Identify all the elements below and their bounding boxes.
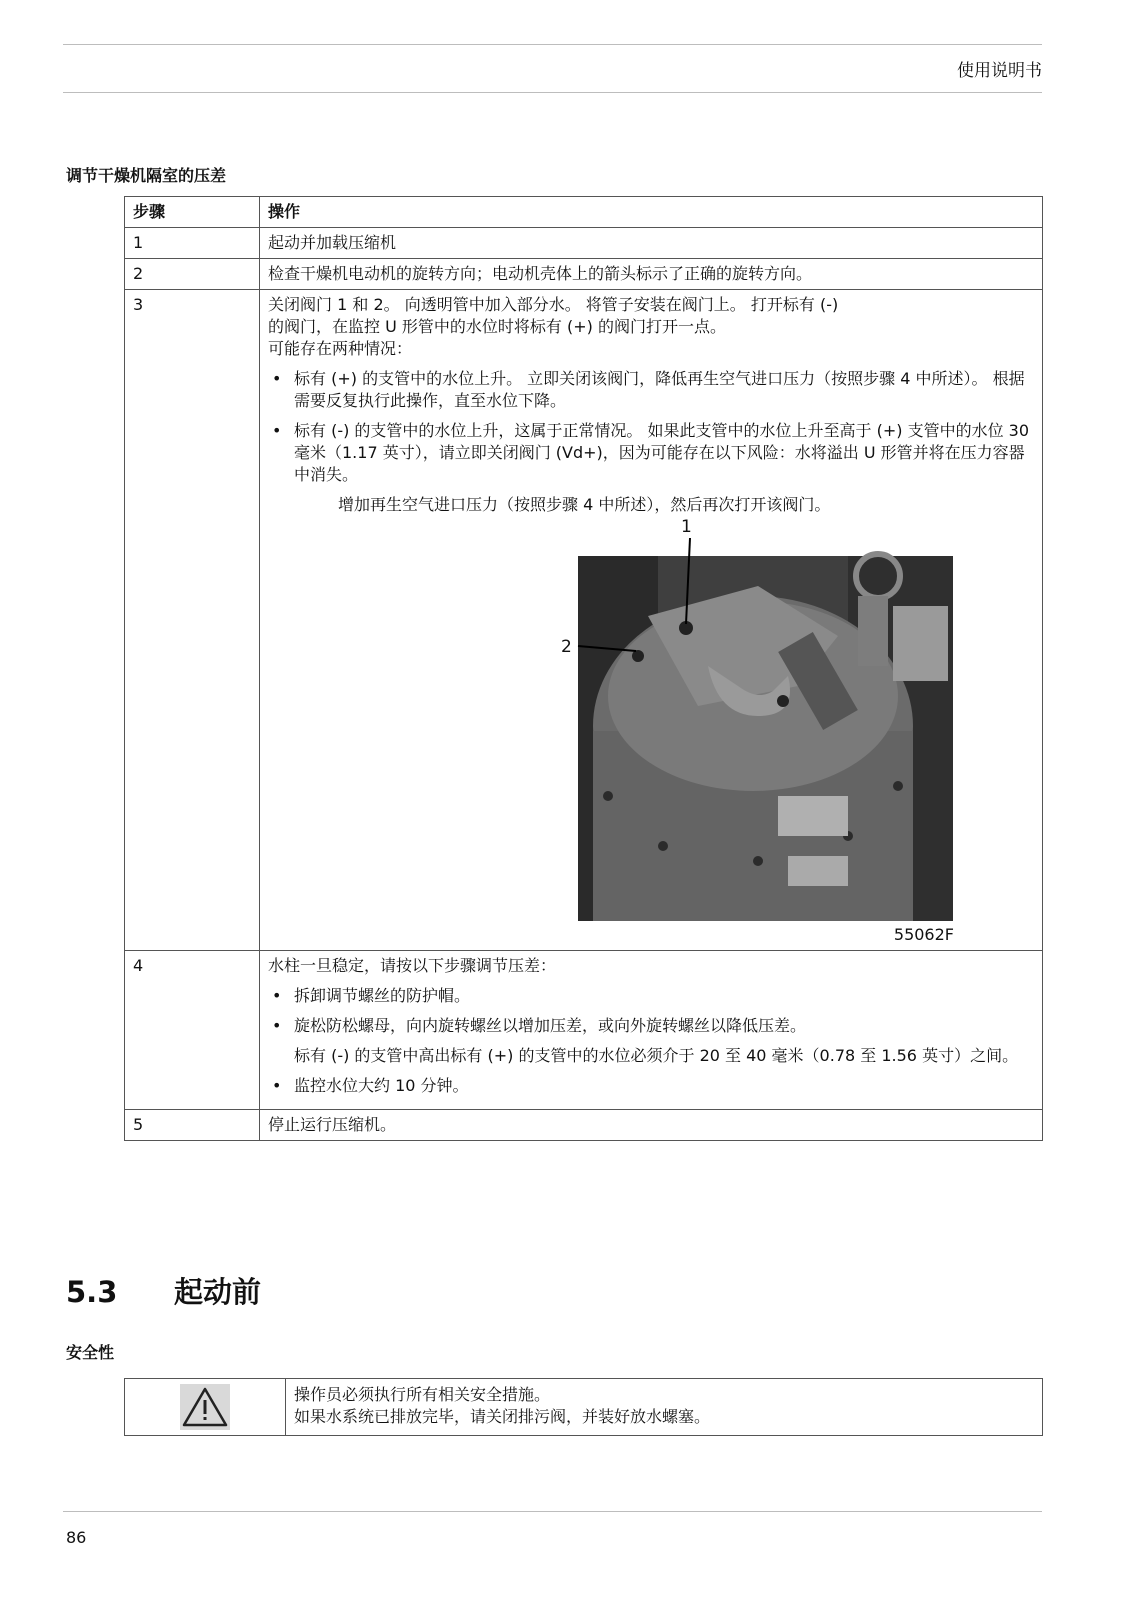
table-header-row [125, 197, 1043, 228]
header-title: 使用说明书 [957, 61, 1042, 81]
bullet-item: • 标有 (-) 的支管中的水位上升，这属于正常情况。 如果此支管中的水位上升至高于 (+) 支管中的水位 30 毫米（1.17 英寸），请立即关闭阀门 (Vd+)，因为可能存在以下风险：水将溢出 U 形管并将在压力容器中消失。 [268, 420, 1034, 486]
bullet-list [268, 1075, 1034, 1097]
table-row [125, 290, 1043, 951]
table-row [125, 951, 1043, 1110]
table-row [125, 259, 1043, 290]
dryer-vessel-photo [378, 516, 978, 946]
safety-warning-box [124, 1378, 1043, 1436]
step-text: 检查干燥机电动机的旋转方向；电动机壳体上的箭头标示了正确的旋转方向。 [260, 259, 1043, 290]
warning-triangle-icon [180, 1384, 230, 1430]
step-number: 5 [125, 1110, 260, 1141]
section-title: 调节干燥机隔室的压差 [66, 166, 227, 185]
step-intro: 水柱一旦稳定，请按以下步骤调节压差： [268, 956, 557, 975]
step-number: 1 [125, 228, 260, 259]
bullet-item: • 拆卸调节螺丝的防护帽。 [268, 985, 1034, 1007]
warning-text [286, 1379, 718, 1435]
bullet-item: • 标有 (+) 的支管中的水位上升。 立即关闭该阀门，降低再生空气进口压力（按照步骤 4 中所述）。 根据需要反复执行此操作，直至水位下降。 [268, 368, 1034, 412]
figure-code: 55062F [893, 925, 954, 944]
step-text: 停止运行压缩机。 [260, 1110, 1043, 1141]
bullet-list [268, 985, 1034, 1037]
column-header-step: 步骤 [125, 197, 260, 228]
section-number: 5.3 [66, 1275, 118, 1309]
warning-line: 操作员必须执行所有相关安全措施。 [294, 1385, 551, 1404]
warning-icon-cell [125, 1379, 286, 1435]
bullet-item: • 监控水位大约 10 分钟。 [268, 1075, 1034, 1097]
step-content [260, 951, 1043, 1110]
figure-callout-2: 2 [561, 637, 572, 657]
step-text: 起动并加载压缩机 [260, 228, 1043, 259]
step-note: 增加再生空气进口压力（按照步骤 4 中所述），然后再次打开该阀门。 [338, 495, 831, 514]
column-header-action: 操作 [260, 197, 1043, 228]
section-heading-title: 起动前 [174, 1275, 262, 1309]
step-content [260, 290, 1043, 951]
bullet-item: • 旋松防松螺母，向内旋转螺丝以增加压差，或向外旋转螺丝以降低压差。 [268, 1015, 1034, 1037]
step-line: 可能存在两种情况： [268, 339, 413, 358]
step-line: 关闭阀门 1 和 2。 向透明管中加入部分水。 将管子安装在阀门上。 打开标有 (-) [268, 295, 839, 314]
footer-rule [63, 1511, 1042, 1512]
page-number: 86 [66, 1528, 87, 1547]
header-rule-top [63, 44, 1042, 45]
steps-table [124, 196, 1043, 1141]
bullet-list [268, 368, 1034, 486]
step-line: 的阀门，在监控 U 形管中的水位时将标有 (+) 的阀门打开一点。 [268, 317, 726, 336]
step-note: 标有 (-) 的支管中高出标有 (+) 的支管中的水位必须介于 20 至 40 毫米（0.78 至 1.56 英寸）之间。 [294, 1046, 1019, 1065]
dryer-vessel-figure [378, 516, 978, 946]
step-number: 4 [125, 951, 260, 1110]
step-number: 2 [125, 259, 260, 290]
figure-callout-1: 1 [681, 517, 692, 537]
table-row [125, 1110, 1043, 1141]
section-5-3-heading [66, 1270, 261, 1311]
header-rule-bottom [63, 92, 1042, 93]
table-row [125, 228, 1043, 259]
step-number: 3 [125, 290, 260, 951]
safety-heading: 安全性 [66, 1343, 115, 1362]
warning-line: 如果水系统已排放完毕，请关闭排污阀，并装好放水螺塞。 [294, 1407, 711, 1426]
